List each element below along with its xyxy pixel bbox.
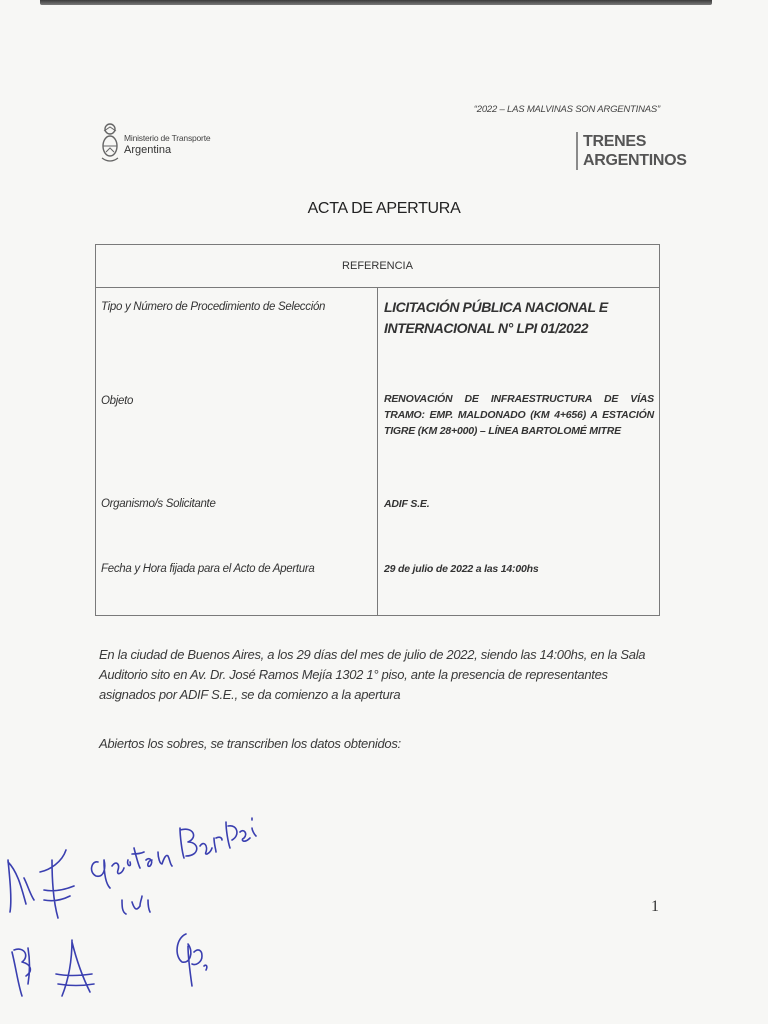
signatures-area <box>0 800 760 1020</box>
row-value-procedimiento: LICITACIÓN PÚBLICA NACIONAL E INTERNACIONAL N° LPI 01/2022 <box>384 299 608 336</box>
row-value-organismo: ADIF S.E. <box>384 498 430 510</box>
row-label-organismo: Organismo/s Solicitante <box>101 498 216 510</box>
signature-note <box>122 896 150 914</box>
header-quote: “2022 – LAS MALVINAS SON ARGENTINAS” <box>473 104 660 115</box>
row-label-objeto: Objeto <box>101 395 134 407</box>
brand-line-2: ARGENTINOS <box>583 152 687 169</box>
signature-name <box>92 818 256 888</box>
signature-bottom-2 <box>56 940 94 996</box>
ministry-name: Ministerio de Transporte <box>124 133 211 143</box>
page-number: 1 <box>651 898 659 915</box>
brand-line-1: TRENES <box>583 133 647 150</box>
row-label-fecha: Fecha y Hora fijada para el Acto de Apertura <box>101 563 315 575</box>
reference-table <box>95 244 660 616</box>
envelopes-paragraph: Abiertos los sobres, se transcriben los datos obtenidos: <box>99 736 401 751</box>
ministry-country: Argentina <box>124 144 172 156</box>
document-title: ACTA DE APERTURA <box>307 200 461 217</box>
trenes-argentinos-logo <box>576 132 687 170</box>
coat-of-arms-icon <box>100 122 120 166</box>
row-label-procedimiento: Tipo y Número de Procedimiento de Selección <box>101 301 326 313</box>
ministry-logo-block <box>100 122 210 166</box>
signature-bottom-3 <box>177 934 207 986</box>
column-divider <box>377 287 378 615</box>
row-value-objeto: RENOVACIÓN DE INFRAESTRUCTURA DE VÍAS TRAMO: EMP. MALDONADO (KM 4+656) A ESTACIÓN TIGRE (KM 28+000) – LÍNEA BARTOLOMÉ MITRE <box>384 393 654 437</box>
opening-paragraph: En la ciudad de Buenos Aires, a los 29 días del mes de julio de 2022, siendo las 14:00hs, en la Sala Auditorio sito en Av. Dr. José Ramos Mejía 1302 1° piso, ante la presencia de representantes asignados por ADIF S.E., se da comienzo a la apertura <box>99 647 646 702</box>
reference-table-header: REFERENCIA <box>96 245 659 288</box>
page-top-edge <box>40 0 712 5</box>
signature-bottom-1 <box>12 948 30 996</box>
signature-initials-2 <box>40 850 74 918</box>
signature-initials-1 <box>8 860 34 912</box>
row-value-fecha: 29 de julio de 2022 a las 14:00hs <box>384 563 539 575</box>
